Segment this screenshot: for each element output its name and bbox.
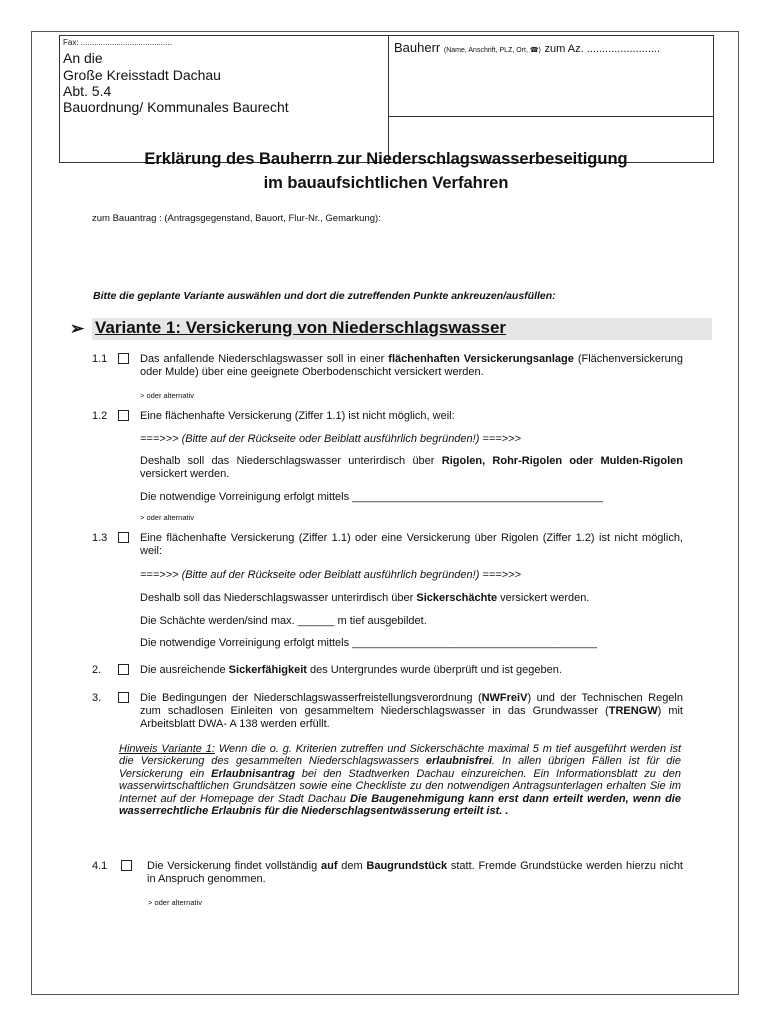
- address-line: Abt. 5.4: [63, 83, 112, 99]
- hint-label: Hinweis Variante 1:: [119, 743, 215, 755]
- arrow-bullet-icon: ➢: [70, 319, 85, 338]
- item-1-2-deshalb: Deshalb soll das Niederschlagswasser unterirdisch über Rigolen, Rohr-Rigolen oder Mulden-Rigolen versickert werden.: [140, 455, 683, 480]
- az-field[interactable]: zum Az. ........................: [544, 43, 661, 55]
- address-line: Bauordnung/ Kommunales Baurecht: [63, 99, 289, 115]
- alternative-note: > oder alternativ: [140, 391, 194, 400]
- form-page: [31, 31, 739, 995]
- pretreatment-field[interactable]: Die notwendige Vorreinigung erfolgt mittels ________________________________________: [140, 637, 597, 649]
- bauherr-hint: (Name, Anschrift, PLZ, Ort, ☎): [443, 47, 541, 54]
- bauherr-label: [394, 40, 660, 55]
- item-1-1-text: Das anfallende Niederschlagswasser soll in einer flächenhaften Versickerungsanlage (Flächenversickerung oder Mulde) über eine geeignete Oberbodenschicht versickert werden.: [140, 353, 683, 378]
- checkbox-1-1[interactable]: [118, 353, 129, 364]
- item-4-1-text: Die Versickerung findet vollständig auf dem Baugrundstück statt. Fremde Grundstücke werden hierzu nicht in Anspruch genommen.: [147, 860, 683, 885]
- item-number: 2.: [92, 664, 102, 676]
- document-subtitle: im bauaufsichtlichen Verfahren: [263, 174, 509, 192]
- shaft-depth-field[interactable]: Die Schächte werden/sind max. ______ m tief ausgebildet.: [140, 615, 427, 627]
- address-line: Große Kreisstadt Dachau: [63, 67, 221, 83]
- alternative-note: > oder alternativ: [140, 513, 194, 522]
- fax-field[interactable]: Fax: .........................................: [63, 38, 172, 47]
- variant-title: Variante 1: Versickerung von Niederschlagswasser: [95, 318, 507, 337]
- header-divider: [389, 116, 713, 117]
- alternative-note: > oder alternativ: [148, 898, 202, 907]
- applicant-box[interactable]: [389, 35, 714, 163]
- pretreatment-field[interactable]: Die notwendige Vorreinigung erfolgt mittels _________________________________________: [140, 491, 603, 503]
- hint-paragraph: Hinweis Variante 1: Wenn die o. g. Kriterien zutreffen und Sickerschächte maximal 5 m tief ausgeführt werden ist die Versickerung des gesammelten Niederschlagswassers erlaubnisfrei. In allen übrigen Fällen ist für die Versickerung ein Erlaubnisantrag bei den Stadtwerken Dachau einzureichen. Ein Informationsblatt zu den wasserwirtschaftlichen Grundsätzen sowie eine Checkliste zu den notwendigen Antragsunterlagen erhalten Sie im Internet auf der Homepage der Stadt Dachau Die Baugenehmigung kann erst dann erteilt werden, wenn die wasserrechtliche Erlaubnis für die Niederschlagsentwässerung erteilt ist. .: [119, 743, 682, 818]
- justification-note: ===>>> (Bitte auf der Rückseite oder Beiblatt ausführlich begründen!) ===>>>: [140, 433, 521, 445]
- item-number: 1.2: [92, 410, 108, 422]
- bauantrag-label: zum Bauantrag : (Antragsgegenstand, Bauort, Flur-Nr., Gemarkung):: [92, 213, 381, 224]
- item-number: 1.1: [92, 353, 108, 365]
- justification-note: ===>>> (Bitte auf der Rückseite oder Beiblatt ausführlich begründen!) ===>>>: [140, 569, 521, 581]
- instruction-text: Bitte die geplante Variante auswählen und dort die zutreffenden Punkte ankreuzen/ausfüllen:: [93, 290, 556, 302]
- document-title: Erklärung des Bauherrn zur Niederschlagswasserbeseitigung: [144, 150, 628, 168]
- item-number: 3.: [92, 692, 102, 704]
- item-number: 1.3: [92, 532, 108, 544]
- checkbox-1-2[interactable]: [118, 410, 129, 421]
- checkbox-2[interactable]: [118, 664, 129, 675]
- recipient-box: [59, 35, 389, 163]
- item-number: 4.1: [92, 860, 108, 872]
- checkbox-3[interactable]: [118, 692, 129, 703]
- checkbox-4-1[interactable]: [121, 860, 132, 871]
- address-line: An die: [63, 50, 103, 66]
- checkbox-1-3[interactable]: [118, 532, 129, 543]
- bauherr-title: Bauherr: [394, 40, 441, 55]
- item-1-3-text: Eine flächenhafte Versickerung (Ziffer 1.1) oder eine Versickerung über Rigolen (Ziffer 1.2) ist nicht möglich, weil:: [140, 532, 683, 557]
- item-1-2-text: Eine flächenhafte Versickerung (Ziffer 1.1) ist nicht möglich, weil:: [140, 410, 455, 422]
- item-1-3-deshalb: Deshalb soll das Niederschlagswasser unterirdisch über Sickerschächte versickert werden.: [140, 592, 590, 604]
- item-3-text: Die Bedingungen der Niederschlagswasserfreistellungsverordnung (NWFreiV) und der Technischen Regeln zum schadlosen Einleiten von gesammeltem Niederschlagswasser in das Grundwasser (TRENGW) mit Arbeitsblatt DWA- A 138 werden erfüllt.: [140, 692, 683, 730]
- item-2-text: Die ausreichende Sickerfähigkeit des Untergrundes wurde überprüft und ist gegeben.: [140, 664, 562, 676]
